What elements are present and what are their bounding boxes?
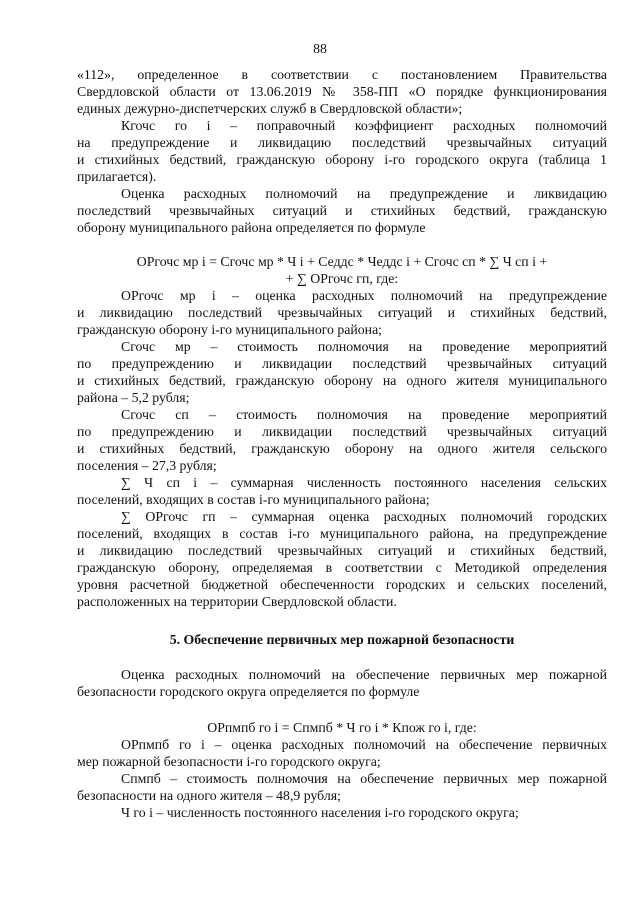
text-line: поселения – 27,3 рубля; xyxy=(77,458,217,473)
text-line: Спмпб – стоимость полномочия на обеспечение первичных мер пожарной xyxy=(121,771,607,786)
text-line: прилагается). xyxy=(77,169,157,184)
text-line: Кгочс го i – поправочный коэффициент расходных полномочий xyxy=(121,118,607,133)
formula-fire-safety: ОРпмпб го i = Спмпб * Ч го i * Кпож го i, где: xyxy=(207,720,477,735)
text-line: по предупреждению и ликвидации последствий чрезвычайных ситуаций xyxy=(77,356,607,371)
text-line: Оценка расходных полномочий на предупреждение и ликвидацию xyxy=(121,186,607,201)
text-line: и стихийных бедствий, гражданскую оборону i-го городского округа (таблица 1 xyxy=(77,152,607,167)
text-line: безопасности городского округа определяется по формуле xyxy=(77,684,420,699)
text-line: на предупреждение и ликвидацию последствий чрезвычайных ситуаций xyxy=(77,135,607,150)
text-line: Свердловской области от 13.06.2019 № 358-ПП «О порядке функционирования xyxy=(77,84,607,99)
text-line: Сгочс сп – стоимость полномочия на проведение мероприятий xyxy=(121,407,607,422)
text-line: Ч го i – численность постоянного населения i-го городского округа; xyxy=(121,805,519,820)
text-line: гражданскую оборону i-го муниципального района; xyxy=(77,322,383,337)
text-line: по предупреждению и ликвидации последствий чрезвычайных ситуаций xyxy=(77,424,607,439)
text-line: ∑ Ч сп i – суммарная численность постоянного населения сельских xyxy=(121,475,607,490)
formula-line: ОРгочс мр i = Сгочс мр * Ч i + Седдс * Чеддс i + Сгочс сп * ∑ Ч сп i + xyxy=(136,254,548,269)
formula-line: + ∑ ОРгочс гп, где: xyxy=(285,271,399,286)
page-number: 88 xyxy=(313,41,327,56)
text-line: поселений, входящих в состав i-го муниципального района, на предупреждение xyxy=(77,526,607,541)
text-line: и стихийных бедствий, гражданскую оборону на одного жителя муниципального xyxy=(77,373,607,388)
text-line: Сгочс мр – стоимость полномочия на проведение мероприятий xyxy=(121,339,607,354)
text-line: «112», определенное в соответствии с постановлением Правительства xyxy=(77,67,607,82)
text-line: безопасности на одного жителя – 48,9 рубля; xyxy=(77,788,341,803)
text-line: района – 5,2 рубля; xyxy=(77,390,190,405)
text-line: уровня расчетной бюджетной обеспеченности городских и сельских поселений, xyxy=(77,577,607,592)
text-line: мер пожарной безопасности i-го городского округа; xyxy=(77,754,381,769)
text-line: и ликвидацию последствий чрезвычайных ситуаций и стихийных бедствий, xyxy=(77,305,607,320)
text-line: ОРпмпб го i – оценка расходных полномочий на обеспечение первичных xyxy=(121,737,607,752)
text-line: ∑ ОРгочс гп – суммарная оценка расходных полномочий городских xyxy=(121,509,607,524)
text-line: расположенных на территории Свердловской области. xyxy=(77,594,397,609)
text-line: последствий чрезвычайных ситуаций и стихийных бедствий, гражданскую xyxy=(77,203,607,218)
section-heading: 5. Обеспечение первичных мер пожарной безопасности xyxy=(169,632,515,647)
text-line: Оценка расходных полномочий на обеспечение первичных мер пожарной xyxy=(121,667,607,682)
text-line: поселений, входящих в состав i-го муниципального района; xyxy=(77,492,430,507)
text-line: оборону муниципального района определяется по формуле xyxy=(77,220,426,235)
text-line: единых дежурно-диспетчерских служб в Свердловской области»; xyxy=(77,101,463,116)
text-line: и ликвидацию последствий чрезвычайных ситуаций и стихийных бедствий, xyxy=(77,543,607,558)
text-line: ОРгочс мр i – оценка расходных полномочий на предупреждение xyxy=(121,288,607,303)
text-line: гражданскую оборону, определяемая в соответствии с Методикой определения xyxy=(77,560,607,575)
text-line: и стихийных бедствий, гражданскую оборону на одного жителя сельского xyxy=(77,441,607,456)
